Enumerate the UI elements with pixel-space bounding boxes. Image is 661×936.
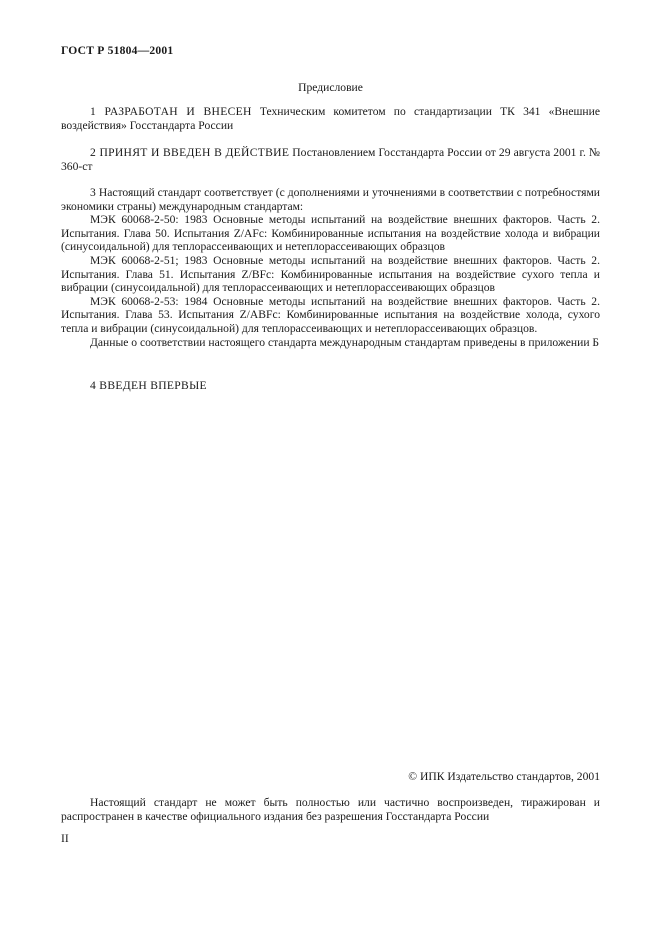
preface-item-3-standard-1: МЭК 60068-2-50: 1983 Основные методы испытаний на воздействие внешних факторов. Часть 2. Испытания. Глава 50. Испытания Z/AFc: Комбинированные испытания на воздействие холода и вибрации (синусоидальной) для теплорассеивающих и нетеплорассеивающих образцов	[61, 213, 600, 254]
copyright-line: © ИПК Издательство стандартов, 2001	[408, 770, 600, 783]
reproduction-notice	[61, 796, 600, 823]
preface-item-4	[61, 379, 600, 393]
preface-item-4-lead: 4 ВВЕДЕН ВПЕРВЫЕ	[90, 379, 207, 392]
preface-item-4-paragraph	[61, 379, 600, 393]
preface-item-3-standard-2: МЭК 60068-2-51; 1983 Основные методы испытаний на воздействие внешних факторов. Часть 2. Испытания. Глава 51. Испытания Z/BFc: Комбинированные испытания на воздействие сухого тепла и вибрации (синусоидальной) для теплорассеивающих и нетеплорассеивающих образцов	[61, 253, 600, 295]
preface-item-1-paragraph	[61, 105, 600, 132]
preface-item-1-lead: 1 РАЗРАБОТАН И ВНЕСЕН	[90, 105, 252, 118]
preface-item-2	[61, 146, 600, 173]
preface-item-1-text: Техническим комитетом по стандартизации ТК 341 «Внешние воздействия» Госстандарта России	[61, 105, 600, 132]
preface-title: Предисловие	[298, 81, 363, 94]
preface-item-3-standard-3: МЭК 60068-2-53: 1984 Основные методы испытаний на воздействие внешних факторов. Часть 2. Испытания. Глава 53. Испытания Z/ABFc: Комбинированные испытания на воздействие холода, сухого тепла и вибрации (синусоидальной) для теплорассеивающих и нетеплорассеивающих образцов.	[61, 294, 600, 335]
reproduction-notice-text: Настоящий стандарт не может быть полностью или частично воспроизведен, тиражирован и распространен в качестве официального издания без разрешения Госстандарта России	[61, 796, 600, 823]
preface-item-2-paragraph	[61, 146, 600, 173]
preface-item-2-text: Постановлением Госстандарта России от 29 августа 2001 г. № 360-ст	[61, 146, 600, 173]
preface-item-2-lead: 2 ПРИНЯТ И ВВЕДЕН В ДЕЙСТВИЕ	[90, 146, 290, 159]
standard-code-header: ГОСТ Р 51804—2001	[61, 44, 174, 57]
preface-item-3	[61, 186, 600, 349]
preface-item-1	[61, 105, 600, 132]
preface-item-3-intro: 3 Настоящий стандарт соответствует (с дополнениями и уточнениями в соответствии с потребностями экономики страны) международным стандартам:	[61, 186, 600, 213]
preface-item-3-note: Данные о соответствии настоящего стандарта международным стандартам приведены в приложении Б	[90, 335, 600, 349]
page-number: II	[61, 832, 69, 845]
